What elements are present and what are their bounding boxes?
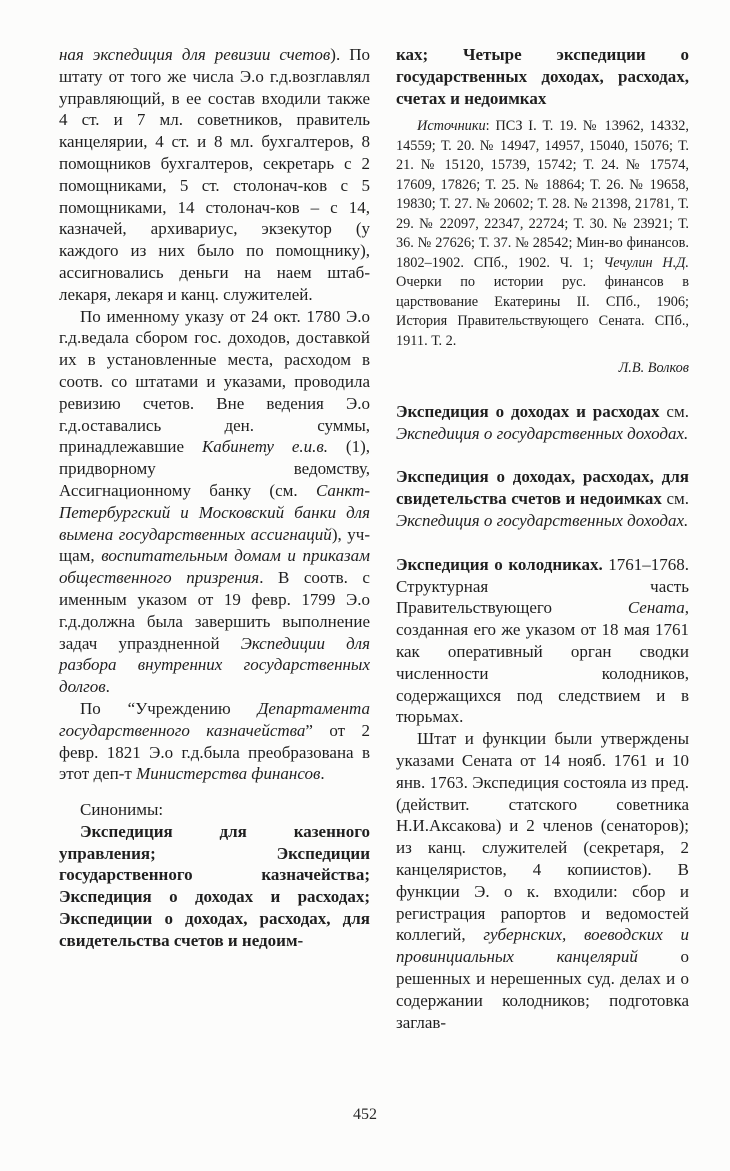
left-text-column (59, 44, 370, 952)
paragraph-shtat-i-funktsii: Штат и функции были утверждены указами Сената от 14 нояб. 1761 и 10 янв. 1763. Экспедиция состояла из пред. (действит. статского советника Н.И.Аксакова) и 2 членов (сенаторов); из канц. служителей (секретаря, 2 канцеляристов, 4 копиистов). В функции Э. о к. входили: сбор и регистрация рапортов и ведомостей коллегий, губернских, воеводских и провинциальных канцелярий о решенных и нерешенных суд. делах и о содержании колодников; подготовка заглав- (396, 729, 689, 1032)
synonyms-list: Экспедиция для казенного управления; Экспедиции государственного казначейства; Экспедиция о доходах и расходах; Экспедиции о доходах, расходах, для свидетельства счетов и недоим- (59, 821, 370, 950)
sources: Источники: ПСЗ I. Т. 19. № 13962, 14332, 14559; Т. 20. № 14947, 14957, 15040, 15076; Т. 21. № 15120, 15739, 15742; Т. 24. № 17574, 17609, 17826; Т. 25. № 18864; Т. 26. № 19658, 19830; Т. 27. № 20602; Т. 28. № 21398, 21781, Т. 29. № 22097, 22347, 22724; Т. 30. № 23921; Т. 36. № 27626; Т. 37. № 28542; Мин-во финансов. 1802–1902. СПб., 1902. Ч. 1; Чечулин Н.Д. Очерки по истории рус. финансов в царствование Екатерины II. СПб., 1906; История Правительствующего Сената. СПб., 1911. Т. 2. (396, 118, 689, 349)
paragraph-continuation-revizii-schetov: ная экспедиция для ревизии счетов). По штату от того же числа Э.о г.д.возглавлял управляющий, в ее состав входили также 4 ст. и 7 мл. советников, правитель канцелярии, 4 ст. и 8 мл. бухгалтеров, 8 помощников бухгалтеров, секретарь с 2 помощниками, 5 ст. столонач-ков с 5 помощниками, 14 столонач-ков – с 14, казначей, архивариус, экзекутор (у каждого из них было по помощнику), ассигновались деньги на наем штаб-лекаря, лекаря и канц. служителей. (59, 45, 370, 304)
right-text-column (396, 44, 689, 1033)
synonyms-list-continuation: ках; Четыре экспедиции о государственных доходах, расходах, счетах и недоимках (396, 45, 689, 108)
page-number: 452 (353, 1106, 377, 1123)
author-signature: Л.В. Волков (618, 360, 689, 377)
entry-kolodnikakh: Экспедиция о колодниках. 1761–1768. Структурная часть Правительствующего Сената, созданная его же указом от 18 мая 1761 как оперативный орган сводки численности колодников, содержащихся под следствием и в тюрьмах. (396, 554, 689, 727)
entry-dokhodakh-i-raskhodakh: Экспедиция о доходах и расходах см. Экспедиция о государственных доходах. (396, 401, 689, 443)
paragraph-uchrezhdenie-1821: По “Учреждению Департамента государственного казначейства” от 2 февр. 1821 Э.о г.д.была преобразована в этот деп-т Министерства финансов. (59, 698, 370, 784)
paragraph-ukaz-1780: По именному указу от 24 окт. 1780 Э.о г.д.ведала сбором гос. доходов, доставкой их в установленные места, расходом в соотв. со штатами и указами, проводила ревизию счетов. Вне ведения Э.о г.д.оставались ден. суммы, принадлежавшие Кабинету е.и.в. (1), придворному ведомству, Ассигнационному банку (см. Санкт-Петербургский и Московский банки для вымена государственных ассигнаций), уч-щам, воспитательным домам и приказам общественного призрения. В соотв. с именным указом от 19 февр. 1799 Э.о г.д.должна была завершить выполнение задач упраздненной Экспедиции для разбора внутренних государственных долгов. (59, 306, 370, 697)
synonyms-label: Синонимы: (80, 800, 164, 820)
entry-svidetelstva-schetov: Экспедиция о доходах, расходах, для свидетельства счетов и недоимках см. Экспедиция о государственных доходах. (396, 467, 689, 531)
